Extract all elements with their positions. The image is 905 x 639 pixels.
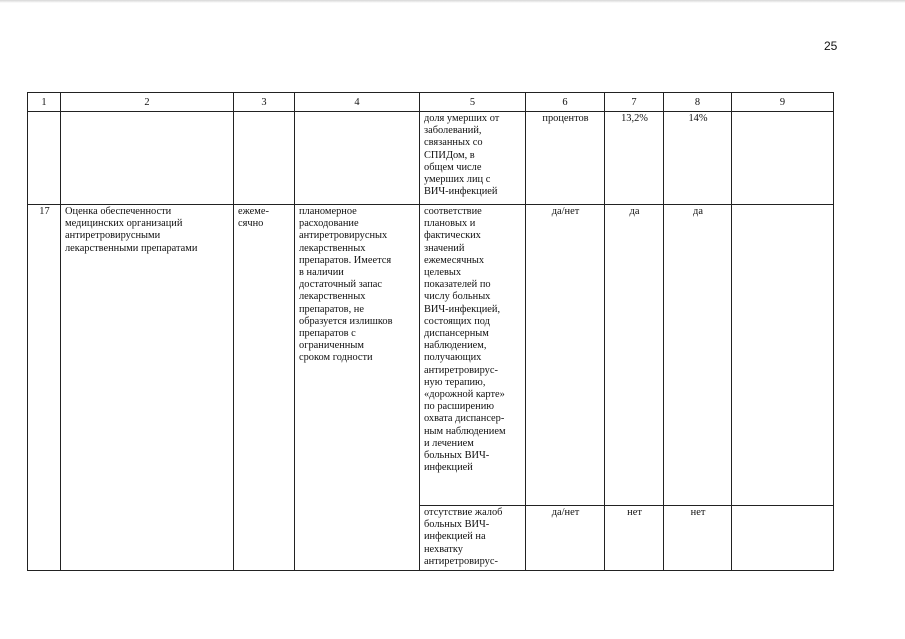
cell-col9 xyxy=(732,506,834,571)
cell-value-col7: да xyxy=(605,205,664,506)
column-header: 1 xyxy=(28,93,61,112)
cell-description xyxy=(295,112,420,205)
table-row xyxy=(28,205,834,506)
cell-criterion: доля умерших от заболеваний, связанных со СПИДом, в общем числе умерших лиц с ВИЧ-инфекцией xyxy=(420,112,526,205)
column-header: 6 xyxy=(526,93,605,112)
column-header: 4 xyxy=(295,93,420,112)
cell-value-col7: 13,2% xyxy=(605,112,664,205)
column-header: 8 xyxy=(664,93,732,112)
cell-value-col8: 14% xyxy=(664,112,732,205)
cell-value-col8: нет xyxy=(664,506,732,571)
column-header: 5 xyxy=(420,93,526,112)
column-header: 7 xyxy=(605,93,664,112)
cell-col9 xyxy=(732,112,834,205)
column-header: 3 xyxy=(234,93,295,112)
column-header: 9 xyxy=(732,93,834,112)
cell-unit: да/нет xyxy=(526,205,605,506)
cell-unit: да/нет xyxy=(526,506,605,571)
cell-criterion: соответствие плановых и фактических значений ежемесячных целевых показателей по числу больных ВИЧ-инфекцией, состоящих под диспансерным наблюдением, получающих антиретровирус- ную терапию, «дорожной карте» по расширению охвата диспансер- ным наблюдением и лечением больных ВИЧ- инфекцией xyxy=(420,205,526,506)
cell-indicator-name xyxy=(61,112,234,205)
cell-number: 17 xyxy=(28,205,61,571)
column-header: 2 xyxy=(61,93,234,112)
cell-criterion: отсутствие жалоб больных ВИЧ- инфекцией на нехватку антиретровирус- xyxy=(420,506,526,571)
scan-top-edge xyxy=(0,0,905,3)
cell-unit: процентов xyxy=(526,112,605,205)
cell-indicator-name: Оценка обеспеченности медицинских организаций антиретровирусными лекарственными препаратами xyxy=(61,205,234,571)
cell-description: планомерное расходование антиретровирусных лекарственных препаратов. Имеется в наличии достаточный запас лекарственных препаратов, не образуется излишков препаратов с ограниченным сроком годности xyxy=(295,205,420,571)
cell-number xyxy=(28,112,61,205)
cell-periodicity xyxy=(234,112,295,205)
cell-value-col8: да xyxy=(664,205,732,506)
cell-periodicity: ежеме- сячно xyxy=(234,205,295,571)
table-header-row xyxy=(28,93,834,112)
page-number: 25 xyxy=(824,39,838,53)
indicator-table xyxy=(27,92,834,571)
cell-col9 xyxy=(732,205,834,506)
cell-value-col7: нет xyxy=(605,506,664,571)
table-row xyxy=(28,112,834,205)
